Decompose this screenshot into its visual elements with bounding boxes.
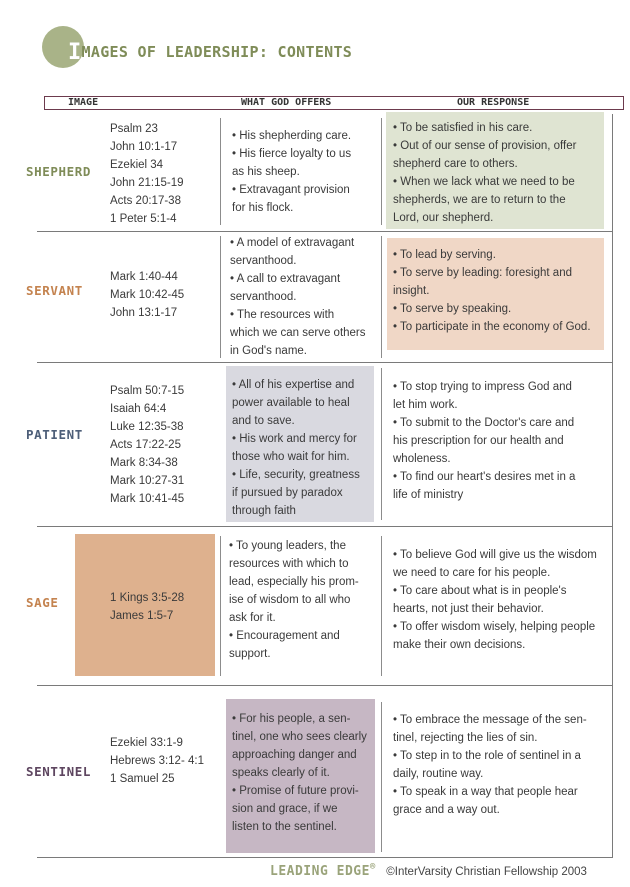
offers-line: • A call to extravagant <box>230 273 341 285</box>
scripture-refs <box>110 734 204 788</box>
scripture-ref: John 10:1-17 <box>110 141 178 153</box>
footer-copyright: ©InterVarsity Christian Fellowship 2003 <box>386 866 587 878</box>
response-line: grace and a way out. <box>393 804 500 816</box>
offers-line: • A model of extravagant <box>230 237 355 249</box>
row-separator <box>37 685 613 686</box>
scripture-ref: 1 Peter 5:1-4 <box>110 213 177 225</box>
offers-line: servanthood. <box>230 255 297 267</box>
offers-cell <box>232 376 360 520</box>
offers-cell <box>232 710 367 836</box>
offers-line: support. <box>229 648 271 660</box>
response-line: • To speak in a way that people hear <box>393 786 578 798</box>
scripture-ref: Mark 1:40-44 <box>110 271 178 283</box>
image-label-patient: PATIENT <box>26 427 83 442</box>
response-line: Lord, our shepherd. <box>393 212 494 224</box>
scripture-ref: John 21:15-19 <box>110 177 184 189</box>
response-line: • Out of our sense of provision, offer <box>393 140 577 152</box>
scripture-ref: John 13:1-17 <box>110 307 178 319</box>
title-rest: MAGES OF LEADERSHIP: CONTENTS <box>81 43 353 61</box>
offers-line: which we can serve others <box>230 327 366 339</box>
response-line: • To embrace the message of the sen- <box>393 714 587 726</box>
image-label-sentinel: SENTINEL <box>26 764 92 779</box>
offers-line: tinel, one who sees clearly <box>232 731 367 743</box>
response-line: • To find our heart's desires met in a <box>393 471 576 483</box>
title-initial: I <box>68 40 82 65</box>
scripture-ref: Ezekiel 34 <box>110 159 164 171</box>
column-divider <box>381 536 382 676</box>
offers-line: servanthood. <box>230 291 297 303</box>
response-line: • To stop trying to impress God and <box>393 381 572 393</box>
page-footer <box>270 862 587 880</box>
offers-line: lead, especially his prom- <box>229 576 359 588</box>
offers-line: • Life, security, greatness <box>232 469 360 481</box>
image-label-sage: SAGE <box>26 595 59 610</box>
offers-line: • For his people, a sen- <box>232 713 351 725</box>
response-line: • To participate in the economy of God. <box>393 321 591 333</box>
response-line: • To lead by serving. <box>393 249 496 261</box>
response-line: shepherd care to others. <box>393 158 518 170</box>
footer-brand: LEADING EDGE <box>270 864 370 879</box>
response-line: daily, routine way. <box>393 768 484 780</box>
offers-line: • Promise of future provi- <box>232 785 359 797</box>
column-divider <box>381 368 382 520</box>
response-cell <box>393 246 591 336</box>
row-separator <box>37 231 613 232</box>
offers-line: • His work and mercy for <box>232 433 357 445</box>
offers-line: approaching danger and <box>232 749 357 761</box>
scripture-ref: Acts 20:17-38 <box>110 195 181 207</box>
response-line: • To offer wisdom wisely, helping people <box>393 621 596 633</box>
scripture-ref: Acts 17:22-25 <box>110 439 181 451</box>
column-divider <box>381 236 382 358</box>
scripture-ref: Mark 10:41-45 <box>110 493 185 505</box>
scripture-ref: 1 Samuel 25 <box>110 773 175 785</box>
offers-line: • Extravagant provision <box>232 184 350 196</box>
response-line: tinel, rejecting the lies of sin. <box>393 732 538 744</box>
scripture-ref: Ezekiel 33:1-9 <box>110 737 183 749</box>
scripture-refs <box>110 268 184 322</box>
row-separator <box>37 362 613 363</box>
scripture-ref: 1 Kings 3:5-28 <box>110 592 185 604</box>
response-cell <box>393 546 597 654</box>
response-line: we need to care for his people. <box>393 567 551 579</box>
footer-registered-mark: ® <box>369 862 376 872</box>
response-line: • To be satisfied in his care. <box>393 122 533 134</box>
scripture-refs <box>110 382 184 508</box>
scripture-refs <box>110 120 184 228</box>
response-line: life of ministry <box>393 489 464 501</box>
row-separator <box>37 857 613 858</box>
scripture-ref: Psalm 50:7-15 <box>110 385 185 397</box>
offers-line: • His fierce loyalty to us <box>232 148 352 160</box>
response-line: • To submit to the Doctor's care and <box>393 417 575 429</box>
scripture-refs <box>110 589 184 625</box>
scripture-ref: Hebrews 3:12- 4:1 <box>110 755 204 767</box>
offers-line: in God's name. <box>230 345 307 357</box>
response-cell <box>393 378 575 504</box>
response-line: insight. <box>393 285 430 297</box>
offers-line: for his flock. <box>232 202 294 214</box>
response-line: his prescription for our health and <box>393 435 564 447</box>
scripture-ref: Mark 10:27-31 <box>110 475 185 487</box>
image-label-servant: SERVANT <box>26 283 83 298</box>
response-line: • To care about what is in people's <box>393 585 567 597</box>
offers-line: power available to heal <box>232 397 350 409</box>
column-divider <box>381 118 382 225</box>
response-cell <box>393 711 587 819</box>
response-line: hearts, not just their behavior. <box>393 603 544 615</box>
header-our-response: OUR RESPONSE <box>457 97 530 108</box>
table-right-border <box>612 231 613 857</box>
scripture-ref: Mark 8:34-38 <box>110 457 178 469</box>
offers-line: • The resources with <box>230 309 335 321</box>
column-divider <box>220 236 221 358</box>
row-separator <box>37 526 613 527</box>
offers-line: if pursued by paradox <box>232 487 343 499</box>
response-line: • To serve by speaking. <box>393 303 512 315</box>
offers-line: resources with which to <box>229 558 349 570</box>
offers-line: ask for it. <box>229 612 276 624</box>
offers-cell <box>232 127 351 217</box>
offers-line: listen to the sentinel. <box>232 821 337 833</box>
offers-line: through faith <box>232 505 296 517</box>
response-line: let him work. <box>393 399 458 411</box>
offers-line: • Encouragement and <box>229 630 340 642</box>
offers-line: • All of his expertise and <box>232 379 355 391</box>
offers-line: • His shepherding care. <box>232 130 352 142</box>
column-divider <box>220 536 221 676</box>
response-cell <box>393 119 576 227</box>
scripture-ref: Luke 12:35-38 <box>110 421 184 433</box>
column-divider <box>381 702 382 852</box>
offers-cell <box>230 234 366 360</box>
scripture-ref: Mark 10:42-45 <box>110 289 185 301</box>
image-label-shepherd: SHEPHERD <box>26 164 92 179</box>
column-divider <box>220 118 221 225</box>
offers-line: those who wait for him. <box>232 451 350 463</box>
offers-line: and to save. <box>232 415 295 427</box>
response-line: • To believe God will give us the wisdom <box>393 549 597 561</box>
scripture-ref: Isaiah 64:4 <box>110 403 167 415</box>
table-right-border <box>612 114 613 231</box>
table-header-bar <box>44 96 624 110</box>
scripture-ref: Psalm 23 <box>110 123 158 135</box>
response-line: wholeness. <box>393 453 451 465</box>
header-image: IMAGE <box>68 97 99 108</box>
response-line: shepherds, we are to return to the <box>393 194 566 206</box>
response-line: • When we lack what we need to be <box>393 176 575 188</box>
response-line: • To serve by leading: foresight and <box>393 267 572 279</box>
offers-line: sion and grace, if we <box>232 803 338 815</box>
header-what-god-offers: WHAT GOD OFFERS <box>241 97 332 108</box>
offers-cell <box>229 537 359 663</box>
offers-line: • To young leaders, the <box>229 540 346 552</box>
offers-line: speaks clearly of it. <box>232 767 330 779</box>
title-text <box>68 38 352 63</box>
scripture-ref: James 1:5-7 <box>110 610 174 622</box>
response-line: • To step in to the role of sentinel in a <box>393 750 581 762</box>
offers-line: as his sheep. <box>232 166 300 178</box>
response-line: make their own decisions. <box>393 639 526 651</box>
offers-line: ise of wisdom to all who <box>229 594 351 606</box>
